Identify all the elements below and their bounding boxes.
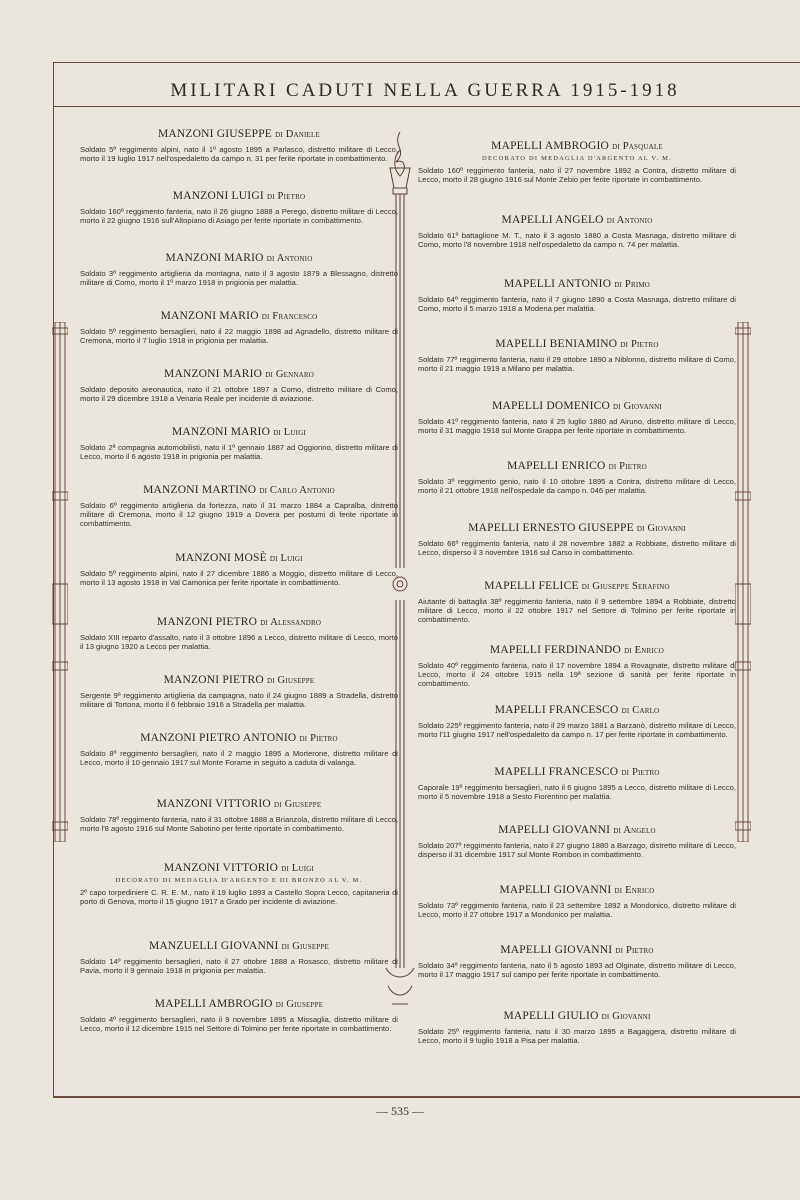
list-item: MANZONI MARTINO di Carlo Antonio Soldato 6º reggimento artiglieria da fortezza, nato il 31 marzo 1884 a Capralba, distretto militare di Cremona, morto il 12 giugno 1919 a Dovera per postumi di ferite riportate in combattimento.	[80, 484, 398, 529]
list-item: MANZONI VITTORIO di Luigi DECORATO DI MEDAGLIA D'ARGENTO E DI BRONZO AL V. M. 2º capo torpediniere C. R. E. M., nato il 19 luglio 1893 a Castello Sopra Lecco, capitaneria di porto di Genova, morto il 15 giugno 1917 a Grado per incidente di aviazione.	[80, 862, 398, 907]
list-item: MAPELLI ENRICO di Pietro Soldato 3º reggimento genio, nato il 10 ottobre 1895 a Contra, distretto militare di Lecco, morto il 21 ottobre 1918 nell'ospedale da campo n. 046 per malattia.	[418, 460, 736, 496]
list-item: MANZONI VITTORIO di Giuseppe Soldato 78º reggimento fanteria, nato il 31 ottobre 1888 a Brianzola, distretto militare di Lecco, morto l'8 agosto 1916 sul Monte Sabotino per ferite riportate in combattimento.	[80, 798, 398, 834]
page-title: MILITARI CADUTI NELLA GUERRA 1915-1918	[170, 80, 680, 101]
list-item: MAPELLI GIULIO di Giovanni Soldato 25º reggimento fanteria, nato il 30 marzo 1895 a Bagaggera, distretto militare di Lecco, morto il 9 luglio 1918 a Pisa per malattia.	[418, 1010, 736, 1046]
left-pillar-decoration	[52, 322, 68, 842]
list-item: MANZONI MARIO di Francesco Soldato 5º reggimento bersaglieri, nato il 22 maggio 1898 ad Agnadello, distretto militare di Cremona, morto il 7 luglio 1918 in prigionia per malattia.	[80, 310, 398, 346]
list-item: MAPELLI GIOVANNI di Enrico Soldato 73º reggimento fanteria, nato il 23 settembre 1892 a Mondonico, distretto militare di Lecco, morto il 27 ottobre 1917 a Mondonico per malattia.	[418, 884, 736, 920]
list-item: MAPELLI AMBROGIO di Pasquale DECORATO DI MEDAGLIA D'ARGENTO AL V. M. Soldato 160º reggimento fanteria, nato il 27 novembre 1892 a Contra, distretto militare di Lecco, morto il 28 giugno 1916 sul Monte Zebio per ferite riportate in combattimento.	[418, 140, 736, 185]
list-item: MAPELLI FERDINANDO di Enrico Soldato 40º reggimento fanteria, nato il 17 novembre 1894 a Rovagnate, distretto militare di Lecco, morto il 24 ottobre 1915 nella 19ª sezione di sanità per ferite riportate in combattimento.	[418, 644, 736, 689]
list-item: MAPELLI GIOVANNI di Angelo Soldato 207º reggimento fanteria, nato il 27 giugno 1880 a Barzago, distretto militare di Lecco, disperso il 31 dicembre 1917 sul Monte Rombon in combattimento.	[418, 824, 736, 860]
list-item: MANZUELLI GIOVANNI di Giuseppe Soldato 14º reggimento bersaglieri, nato il 27 ottobre 1888 a Rosasco, distretto militare di Pavia, morto il 9 gennaio 1918 in prigionia per malattia.	[80, 940, 398, 976]
list-item: MAPELLI ERNESTO GIUSEPPE di Giovanni Soldato 66º reggimento fanteria, nato il 28 novembre 1882 a Robbiate, distretto militare di Lecco, disperso il 3 novembre 1916 sul Carso in combattimento.	[418, 522, 736, 558]
right-pillar-decoration	[735, 322, 751, 842]
title-rule	[53, 106, 800, 107]
list-item: MANZONI MARIO di Luigi Soldato 2ª compagnia automobilisti, nato il 1º gennaio 1887 ad Oggionno, distretto militare di Lecco, morto il 6 agosto 1918 in prigionia per malattia.	[80, 426, 398, 462]
list-item: MAPELLI ANTONIO di Primo Soldato 64º reggimento fanteria, nato il 7 giugno 1890 a Costa Masnaga, distretto militare di Como, morto il 5 marzo 1918 a Modena per malattia.	[418, 278, 736, 314]
list-item: MAPELLI BENIAMINO di Pietro Soldato 77º reggimento fanteria, nato il 29 ottobre 1890 a Niblonno, distretto militare di Como, morto il 21 maggio 1919 a Milano per malattia.	[418, 338, 736, 374]
list-item: MAPELLI GIOVANNI di Pietro Soldato 34º reggimento fanteria, nato il 5 agosto 1893 ad Olginate, distretto militare di Lecco, morto il 17 maggio 1917 sul campo per ferite riportate in combattimento.	[418, 944, 736, 980]
list-item: MANZONI MARIO di Gennaro Soldato deposito areonautica, nato il 21 ottobre 1897 a Como, distretto militare di Como, morto il 29 dicembre 1918 a Venaria Reale per incidente di aviazione.	[80, 368, 398, 404]
list-item: MAPELLI AMBROGIO di Giuseppe Soldato 4º reggimento bersaglieri, nato il 9 novembre 1895 a Missaglia, distretto militare di Lecco, morto il 12 dicembre 1915 nel Settore di Tolmino per ferite riportate in combattimento.	[80, 998, 398, 1034]
list-item: MANZONI MOSÈ di Luigi Soldato 5º reggimento alpini, nato il 27 dicembre 1886 a Moggio, distretto militare di Lecco, morto il 13 agosto 1918 in Val Camonica per ferite riportate in combattimento.	[80, 552, 398, 588]
list-item: MAPELLI DOMENICO di Giovanni Soldato 41º reggimento fanteria, nato il 25 luglio 1880 ad Airuno, distretto militare di Lecco, morto il 31 maggio 1918 sul Monte Grappa per ferite riportate in combattimento.	[418, 400, 736, 436]
page-number: — 535 —	[376, 1104, 424, 1118]
list-item: MANZONI LUIGI di Pietro Soldato 160º reggimento fanteria, nato il 26 giugno 1888 a Perego, distretto militare di Lecco, morto il 22 giugno 1916 sull'Altopiano di Asiago per ferite riportate in combattimento.	[80, 190, 398, 226]
list-item: MAPELLI FELICE di Giuseppe Serafino Aiutante di battaglia 38º reggimento fanteria, nato il 9 settembre 1894 a Robbiate, distretto militare di Lecco, morto il 22 ottobre 1917 nel Settore di Tolmino per ferite riportate in combattimento.	[418, 580, 736, 625]
list-item: MANZONI GIUSEPPE di Daniele Soldato 5º reggimento alpini, nato il 1º agosto 1895 a Parlasco, distretto militare di Lecco, morto il 19 luglio 1917 nell'ospedaletto da campo n. 31 per ferite riportate in combattimento.	[80, 128, 398, 164]
list-item: MAPELLI ANGELO di Antonio Soldato 61º battaglione M. T., nato il 3 agosto 1880 a Costa Masnaga, distretto militare di Como, morto l'8 novembre 1918 nell'ospedaletto da campo n. 74 per malattia.	[418, 214, 736, 250]
list-item: MANZONI PIETRO ANTONIO di Pietro Soldato 8º reggimento bersaglieri, nato il 2 maggio 1895 a Morterone, distretto militare di Lecco, morto il 10 gennaio 1917 sul Monte Forame in seguito a caduta di valanga.	[80, 732, 398, 768]
footer-rule	[53, 1096, 800, 1097]
list-item: MANZONI PIETRO di Alessandro Soldato XIII reparto d'assalto, nato il 3 ottobre 1896 a Lecco, distretto militare di Lecco, morto il 13 giugno 1920 a Lecco per malattia.	[80, 616, 398, 652]
list-item: MANZONI PIETRO di Giuseppe Sergente 9º reggimento artiglieria da campagna, nato il 24 giugno 1889 a Stradella, distretto militare di Tortona, morto il 6 febbraio 1916 a Stradella per malattia.	[80, 674, 398, 710]
list-item: MAPELLI FRANCESCO di Carlo Soldato 225º reggimento fanteria, nato il 29 marzo 1881 a Barzanò, distretto militare di Lecco, morto l'11 giugno 1917 nell'ospedaletto da campo n. 17 per ferite riportate in combattimento.	[418, 704, 736, 740]
list-item: MANZONI MARIO di Antonio Soldato 3º reggimento artiglieria da montagna, nato il 3 agosto 1879 a Blessagno, distretto militare di Como, morto il 1º marzo 1918 in prigionia per malattia.	[80, 252, 398, 288]
list-item: MAPELLI FRANCESCO di Pietro Caporale 19º reggimento bersaglieri, nato il 6 giugno 1895 a Lecco, distretto militare di Lecco, morto il 5 novembre 1918 a Sesto Fiorentino per malattia.	[418, 766, 736, 802]
